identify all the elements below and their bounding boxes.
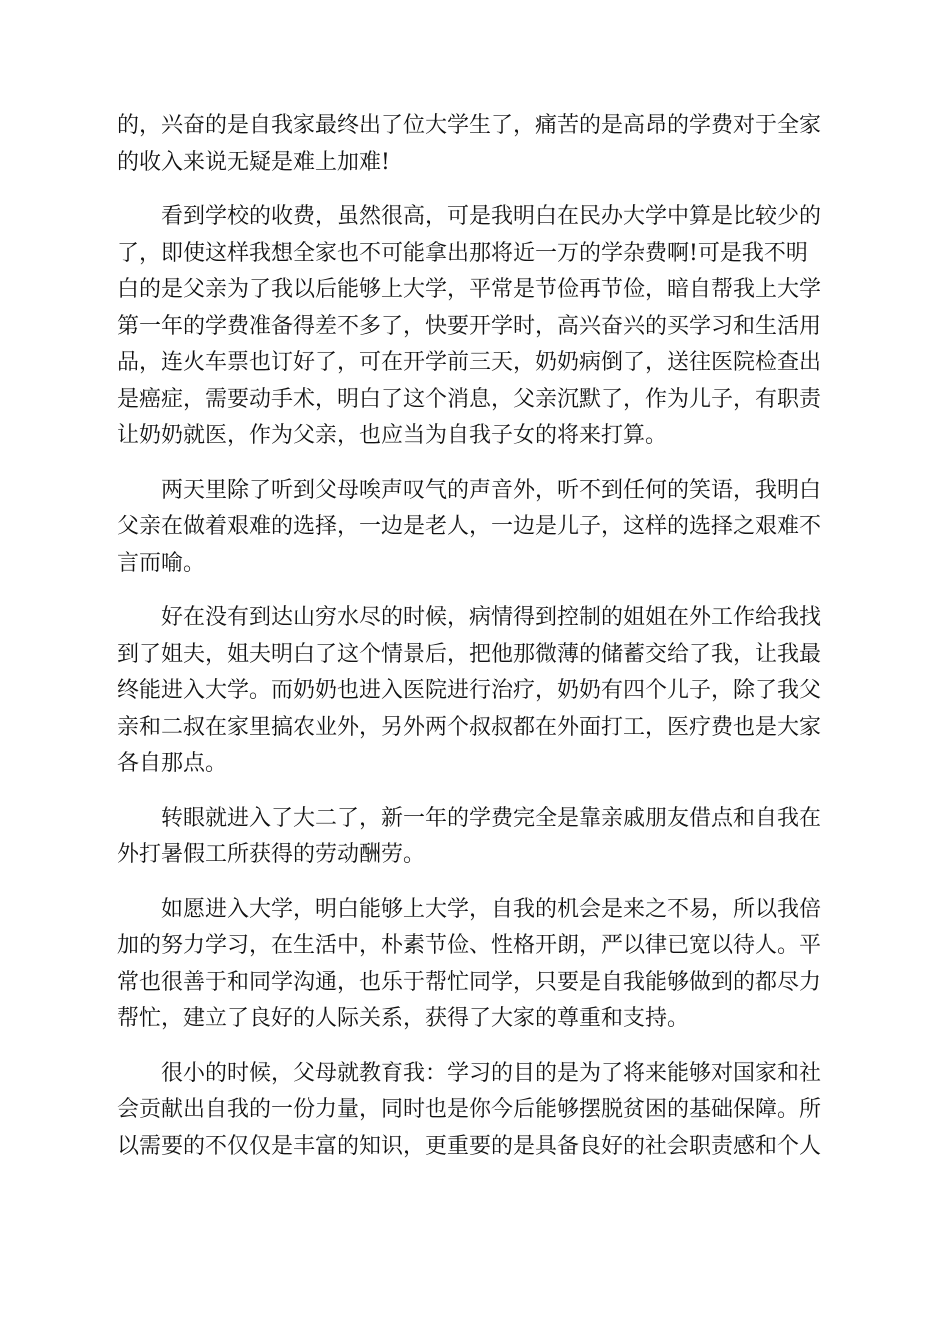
paragraph-line: 如愿进入大学，明白能够上大学，自我的机会是来之不易，所以我倍	[161, 896, 822, 922]
paragraph-3	[117, 473, 835, 583]
paragraph-line: 了，即使这样我想全家也不可能拿出那将近一万的学杂费啊!可是我不明	[117, 240, 808, 266]
paragraph-line: 父亲在做着艰难的选择，一边是老人，一边是儿子，这样的选择之艰难不	[117, 514, 822, 539]
paragraph-1	[117, 108, 835, 181]
paragraph-line: 常也很善于和同学沟通，也乐于帮忙同学，只要是自我能够做到的都尽力	[117, 969, 822, 995]
paragraph-line: 会贡献出自我的一份力量，同时也是你今后能够摆脱贫困的基础保障。所	[117, 1097, 822, 1122]
paragraph-5	[117, 801, 835, 874]
paragraph-line: 帮忙，建立了良好的人际关系，获得了大家的尊重和支持。	[117, 1006, 690, 1031]
paragraph-line: 让奶奶就医，作为父亲，也应当为自我子女的将来打算。	[117, 423, 668, 448]
paragraph-line: 白的是父亲为了我以后能够上大学，平常是节俭再节俭，暗自帮我上大学	[117, 277, 822, 302]
document-body	[117, 108, 835, 1183]
paragraph-7	[117, 1056, 835, 1166]
paragraph-4	[117, 600, 835, 783]
paragraph-line: 是癌症，需要动手术，明白了这个消息，父亲沉默了，作为儿子，有职责	[117, 386, 822, 412]
paragraph-line: 到了姐夫，姐夫明白了这个情景后，把他那微薄的储蓄交给了我，让我最	[117, 641, 822, 667]
paragraph-6	[117, 892, 835, 1038]
paragraph-line: 好在没有到达山穷水尽的时候，病情得到控制的姐姐在外工作给我找	[161, 605, 822, 630]
paragraph-line: 第一年的学费准备得差不多了，快要开学时，高兴奋兴的买学习和生活用	[117, 313, 822, 339]
paragraph-2	[117, 199, 835, 455]
paragraph-line: 终能进入大学。而奶奶也进入医院进行治疗，奶奶有四个儿子，除了我父	[117, 678, 822, 703]
paragraph-line: 品，连火车票也订好了，可在开学前三天，奶奶病倒了，送往医院检查出	[117, 350, 822, 375]
paragraph-line: 的收入来说无疑是难上加难!	[117, 149, 390, 175]
paragraph-line: 言而喻。	[117, 550, 206, 576]
paragraph-line: 加的努力学习，在生活中，朴素节俭、性格开朗，严以律已宽以待人。平	[117, 933, 822, 958]
paragraph-line: 的，兴奋的是自我家最终出了位大学生了，痛苦的是高昂的学费对于全家	[117, 113, 822, 138]
paragraph-line: 各自那点。	[117, 751, 228, 776]
paragraph-line: 亲和二叔在家里搞农业外，另外两个叔叔都在外面打工，医疗费也是大家	[117, 714, 822, 740]
paragraph-line: 外打暑假工所获得的劳动酬劳。	[117, 842, 426, 867]
paragraph-line: 以需要的不仅仅是丰富的知识，更重要的是具备良好的社会职责感和个人	[117, 1133, 822, 1159]
paragraph-line: 转眼就进入了大二了，新一年的学费完全是靠亲戚朋友借点和自我在	[161, 805, 822, 831]
paragraph-line: 看到学校的收费，虽然很高，可是我明白在民办大学中算是比较少的	[161, 204, 822, 229]
paragraph-line: 两天里除了听到父母唉声叹气的声音外，听不到任何的笑语，我明白	[161, 477, 822, 503]
paragraph-line: 很小的时候，父母就教育我：学习的目的是为了将来能够对国家和社	[161, 1060, 822, 1086]
